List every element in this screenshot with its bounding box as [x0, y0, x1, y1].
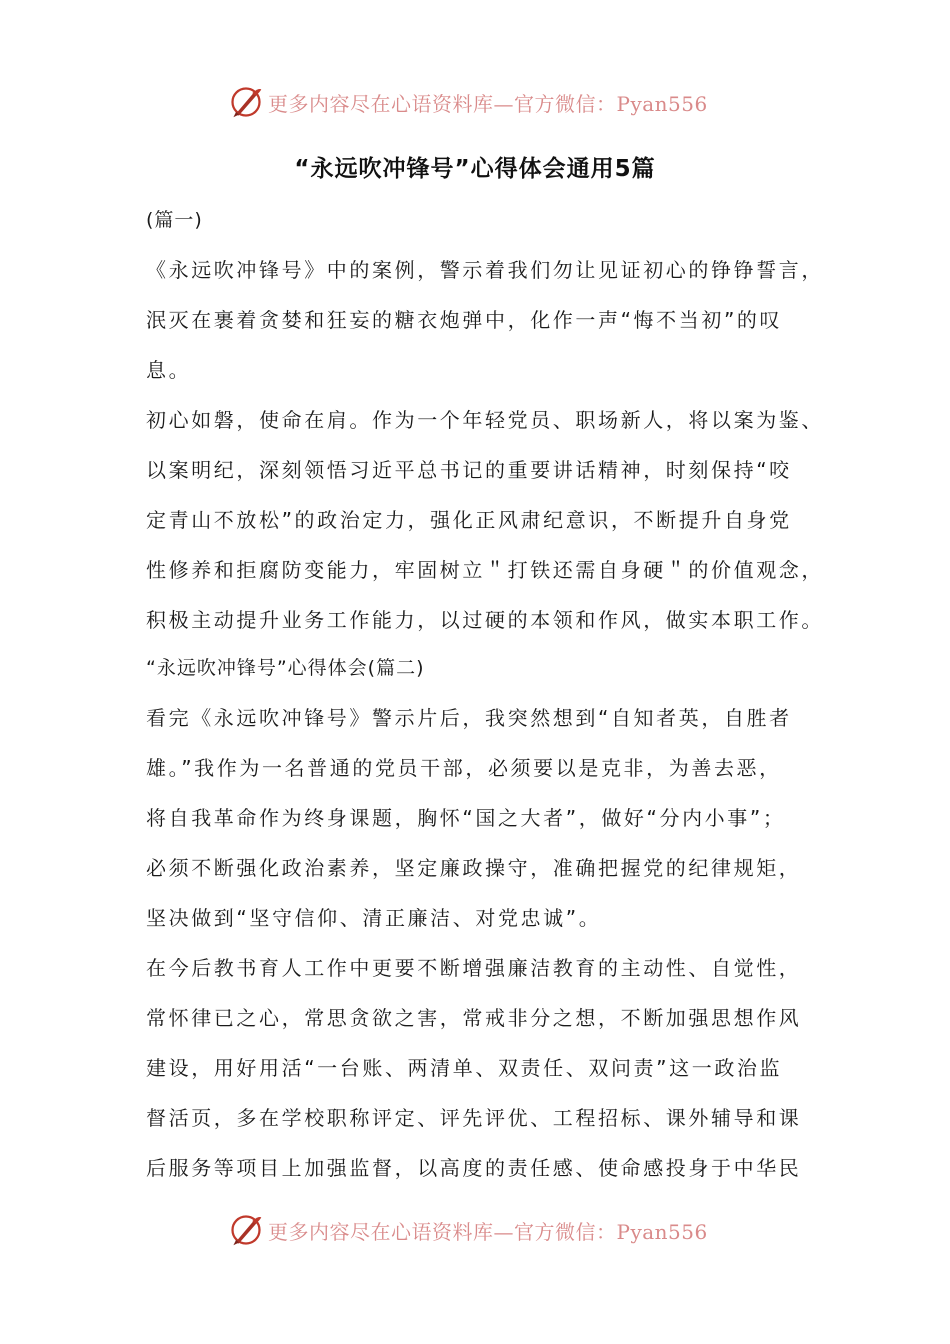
document-title: “永远吹冲锋号”心得体会通用5篇 [294, 156, 656, 182]
paragraph-line: 初心如磐，使命在肩。作为一个年轻党员、职场新人，将以案为鉴、 [146, 408, 824, 432]
paragraph-line: 建设，用好用活“一台账、两清单、双责任、双问责”这一政治监 [146, 1056, 783, 1080]
watermark-text: 更多内容尽在心语资料库—官方微信：Pyan556 [268, 1219, 708, 1244]
paragraph-line: 后服务等项目上加强监督，以高度的责任感、使命感投身于中华民 [146, 1156, 802, 1180]
footer-watermark-banner [228, 1210, 708, 1250]
paragraph-line: 在今后教书育人工作中更要不断增强廉洁教育的主动性、自觉性， [146, 956, 802, 980]
paragraph-line: 积极主动提升业务工作能力，以过硬的本领和作风，做实本职工作。 [146, 608, 824, 632]
paragraph-line: 必须不断强化政治素养，坚定廉政操守，准确把握党的纪律规矩， [146, 856, 802, 880]
paragraph-line: 常怀律已之心，常思贪欲之害，常戒非分之想，不断加强思想作风 [146, 1006, 802, 1030]
watermark-text: 更多内容尽在心语资料库—官方微信：Pyan556 [268, 91, 708, 116]
quill-pen-logo-icon [228, 84, 264, 120]
quill-pen-logo-icon [228, 1212, 264, 1248]
section-label-part-1: (篇一) [146, 209, 203, 231]
paragraph-line: 坚决做到“坚守信仰、清正廉洁、对党忠诚”。 [146, 906, 602, 930]
paragraph-line: 以案明纪，深刻领悟习近平总书记的重要讲话精神，时刻保持“咬 [146, 458, 792, 482]
paragraph-line: 将自我革命作为终身课题，胸怀“国之大者”，做好“分内小事”； [146, 806, 786, 830]
section-heading-part-2: “永远吹冲锋号”心得体会(篇二) [146, 657, 425, 679]
header-watermark-banner [228, 82, 708, 122]
paragraph-line: 《永远吹冲锋号》中的案例，警示着我们勿让见证初心的铮铮誓言， [146, 258, 824, 282]
paragraph-line: 督活页，多在学校职称评定、评先评优、工程招标、课外辅导和课 [146, 1106, 802, 1130]
paragraph-line: 性修养和拒腐防变能力，牢固树立＂打铁还需自身硬＂的价值观念， [146, 558, 824, 582]
paragraph-line: 雄。”我作为一名普通的党员干部，必须要以是克非，为善去恶， [146, 756, 782, 780]
paragraph-line: 定青山不放松”的政治定力，强化正风肃纪意识，不断提升自身党 [146, 508, 792, 532]
paragraph-line: 看完《永远吹冲锋号》警示片后，我突然想到“自知者英，自胜者 [146, 706, 792, 730]
paragraph-line: 泯灭在裹着贪婪和狂妄的糖衣炮弹中，化作一声“悔不当初”的叹 [146, 308, 783, 332]
paragraph-line: 息。 [146, 358, 192, 382]
